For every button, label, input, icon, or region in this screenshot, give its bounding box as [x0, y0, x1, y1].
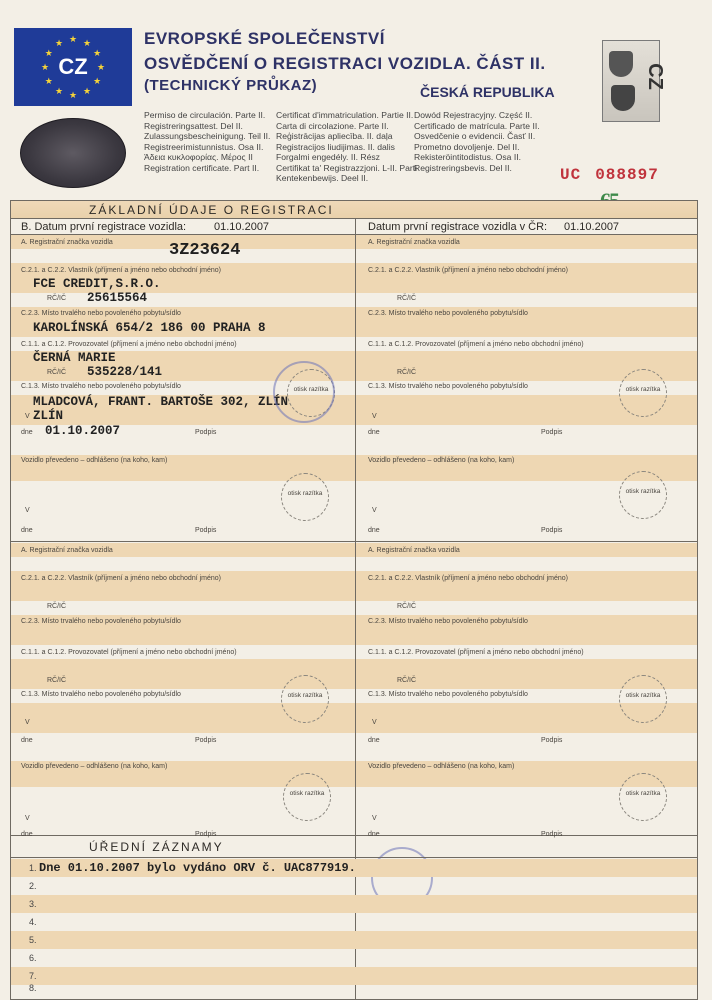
- lang-line: Certificado de matrícula. Parte II.: [414, 120, 540, 131]
- owner-id-label: RČ/IČ: [47, 603, 67, 610]
- tag-country-code: CZ: [643, 63, 666, 90]
- operator-address-value: MLADCOVÁ, FRANT. BARTOŠE 302, ZLÍN: [33, 395, 289, 409]
- operator-address-label: C.1.3. Místo trvalého nebo povoleného pobytu/sídlo: [368, 383, 528, 390]
- lang-line: Kentekenbewijs. Deel II.: [276, 173, 369, 183]
- dne-label: dne: [21, 831, 33, 838]
- owner-label: C.2.1. a C.2.2. Vlastník (příjmení a jméno nebo obchodní jméno): [368, 575, 568, 582]
- hologram-seal: [20, 118, 126, 188]
- podpis-label: Podpis: [541, 527, 563, 534]
- lang-line: Registreringsbevis. Del II.: [414, 162, 512, 173]
- transferred-label: Vozidlo převedeno – odhlášeno (na koho, kam): [368, 457, 515, 464]
- podpis-label: Podpis: [541, 737, 563, 744]
- dne-label: dne: [368, 429, 380, 436]
- star-icon: ★: [44, 48, 53, 58]
- lang-line: Carta di circolazione. Parte II.: [276, 120, 389, 131]
- owner-address-label: C.2.3. Místo trvalého nebo povoleného pobytu/sídlo: [21, 618, 181, 625]
- operator-id-value: 535228/141: [87, 365, 163, 379]
- star-icon: ★: [93, 76, 102, 86]
- transferred-label: Vozidlo převedeno – odhlášeno (na koho, kam): [21, 763, 168, 770]
- note-line: 3.: [11, 895, 697, 913]
- lang-line: Permiso de circulación. Parte II.: [144, 110, 266, 120]
- signature-label: Podpis: [195, 429, 217, 436]
- lang-line: Zulassungsbescheinigung. Teil II.: [144, 131, 271, 141]
- flag-country-code: CZ: [58, 54, 88, 79]
- title-line-2: OSVĚDČENÍ O REGISTRACI VOZIDLA. ČÁST II.: [144, 54, 546, 73]
- lang-line: Registracijos liudijimas. II. dalis: [276, 141, 395, 152]
- plate-label: A. Registrační značka vozidla: [21, 239, 113, 246]
- star-icon: ★: [96, 62, 106, 72]
- owner-address-label: C.2.3. Místo trvalého nebo povoleného pobytu/sídlo: [21, 310, 181, 317]
- date-label: dne: [21, 429, 33, 436]
- podpis-label: Podpis: [195, 737, 217, 744]
- country-name: ČESKÁ REPUBLIKA: [420, 84, 555, 100]
- operator-id-label: RČ/IČ: [397, 677, 417, 684]
- v-label: V: [372, 719, 377, 726]
- note-line: 2.: [29, 881, 37, 891]
- notes-title: ÚŘEDNÍ ZÁZNAMY: [89, 840, 224, 854]
- v-label: V: [372, 413, 377, 420]
- owner-value: FCE CREDIT,S.R.O.: [33, 277, 161, 291]
- stamp-placeholder: otisk razítka: [287, 369, 335, 417]
- v-label: V: [25, 507, 30, 514]
- owner-address-label: C.2.3. Místo trvalého nebo povoleného pobytu/sídlo: [368, 618, 528, 625]
- lang-line: Dowód Rejestracyjny. Część II.: [414, 110, 533, 120]
- star-icon: ★: [93, 48, 102, 58]
- v-label: V: [372, 507, 377, 514]
- lang-line: Forgalmi engedély. II. Rész: [276, 152, 380, 162]
- star-icon: ★: [40, 62, 50, 72]
- lang-line: Osvedčenie o evidencii. Časť II.: [414, 131, 536, 141]
- title-line-1: EVROPSKÉ SPOLEČENSTVÍ: [144, 29, 385, 48]
- dne-label: dne: [21, 737, 33, 744]
- plate-label: A. Registrační značka vozidla: [21, 547, 113, 554]
- note-line: 8.: [29, 983, 37, 993]
- podpis-label: Podpis: [541, 831, 563, 838]
- dne-label: dne: [368, 527, 380, 534]
- dne-label: dne: [21, 527, 33, 534]
- note-line: 5.: [11, 931, 697, 949]
- stamp-placeholder: otisk razítka: [619, 369, 667, 417]
- first-reg-label-left: B. Datum první registrace vozidla:: [21, 221, 187, 233]
- operator-address-label: C.1.3. Místo trvalého nebo povoleného pobytu/sídlo: [21, 691, 181, 698]
- owner-address-value: KAROLÍNSKÁ 654/2 186 00 PRAHA 8: [33, 321, 266, 335]
- registration-form: [10, 200, 698, 1000]
- stamp-placeholder: otisk razítka: [619, 773, 667, 821]
- note-line: 1. Dne 01.10.2007 bylo vydáno ORV č. UAC877919.: [11, 859, 697, 877]
- security-tag: [602, 40, 666, 122]
- operator-id-label: RČ/IČ: [47, 369, 67, 376]
- transferred-label: Vozidlo převedeno – odhlášeno (na koho, kam): [21, 457, 168, 464]
- language-column-1: [144, 110, 270, 173]
- owner-label: C.2.1. a C.2.2. Vlastník (příjmení a jméno nebo obchodní jméno): [21, 575, 221, 582]
- lion-emblem-icon: [609, 51, 633, 77]
- owner-address-label: C.2.3. Místo trvalého nebo povoleného pobytu/sídlo: [368, 310, 528, 317]
- stamp-placeholder: otisk razítka: [281, 473, 329, 521]
- first-reg-value-left: 01.10.2007: [214, 221, 270, 233]
- operator-value: ČERNÁ MARIE: [33, 351, 116, 365]
- operator-label: C.1.1. a C.1.2. Provozovatel (příjmení a jméno nebo obchodní jméno): [21, 649, 237, 656]
- lang-line: Prometno dovoljenje. Del II.: [414, 141, 520, 152]
- operator-address-label: C.1.3. Místo trvalého nebo povoleného pobytu/sídlo: [21, 383, 181, 390]
- star-icon: ★: [68, 34, 78, 44]
- v-label: V: [25, 815, 30, 822]
- stamp-placeholder: otisk razítka: [619, 675, 667, 723]
- operator-id-label: RČ/IČ: [397, 369, 417, 376]
- lang-line: Reģistrācijas apliecība. II. daļa: [276, 131, 393, 141]
- v-label: V: [25, 719, 30, 726]
- language-column-2: [276, 110, 417, 184]
- podpis-label: Podpis: [195, 527, 217, 534]
- note-line: 4.: [29, 917, 37, 927]
- note-line: 6.: [29, 953, 37, 963]
- podpis-label: Podpis: [195, 831, 217, 838]
- owner-label: C.2.1. a C.2.2. Vlastník (příjmení a jméno nebo obchodní jméno): [368, 267, 568, 274]
- plate-label: A. Registrační značka vozidla: [368, 239, 460, 246]
- lang-line: Rekisteröintitodistus. Osa II.: [414, 152, 521, 162]
- transferred-label: Vozidlo převedeno – odhlášeno (na koho, kam): [368, 763, 515, 770]
- owner-id-value: 25615564: [87, 291, 148, 305]
- eu-flag-logo: [14, 28, 132, 106]
- dne-label: dne: [368, 831, 380, 838]
- lang-line: Registreringsattest. Del II.: [144, 120, 243, 131]
- form-title: ZÁKLADNÍ ÚDAJE O REGISTRACI: [11, 201, 697, 219]
- owner-label: C.2.1. a C.2.2. Vlastník (příjmení a jméno nebo obchodní jméno): [21, 267, 221, 274]
- stamp-placeholder: otisk razítka: [619, 471, 667, 519]
- operator-label: C.1.1. a C.1.2. Provozovatel (příjmení a jméno nebo obchodní jméno): [21, 341, 237, 348]
- operator-label: C.1.1. a C.1.2. Provozovatel (příjmení a jméno nebo obchodní jméno): [368, 341, 584, 348]
- official-ink-stamp: [273, 361, 335, 423]
- star-icon: ★: [54, 86, 64, 97]
- place-value: ZLÍN: [33, 409, 64, 423]
- note-line: 7.: [11, 967, 697, 985]
- language-column-3: [414, 110, 540, 173]
- star-icon: ★: [82, 86, 92, 97]
- star-icon: ★: [54, 37, 64, 48]
- stamp-placeholder: otisk razítka: [283, 773, 331, 821]
- lang-line: Registreerimistunnistus. Osa II.: [144, 141, 264, 152]
- serial-number: [560, 166, 659, 184]
- date-value: 01.10.2007: [45, 424, 121, 438]
- star-icon: ★: [44, 76, 53, 86]
- serial-prefix: UC: [560, 166, 582, 184]
- serial-digits: 088897: [595, 166, 659, 184]
- v-label: V: [372, 815, 377, 822]
- owner-id-label: RČ/IČ: [397, 603, 417, 610]
- operator-label: C.1.1. a C.1.2. Provozovatel (příjmení a jméno nebo obchodní jméno): [368, 649, 584, 656]
- operator-address-label: C.1.3. Místo trvalého nebo povoleného pobytu/sídlo: [368, 691, 528, 698]
- owner-id-label: RČ/IČ: [397, 295, 417, 302]
- star-icon: ★: [68, 90, 78, 100]
- owner-id-label: RČ/IČ: [47, 295, 67, 302]
- first-reg-label-right: Datum první registrace vozidla v ČR:: [368, 221, 548, 233]
- operator-id-label: RČ/IČ: [47, 677, 67, 684]
- lang-line: Registration certificate. Part II.: [144, 162, 260, 173]
- podpis-label: Podpis: [541, 429, 563, 436]
- lang-line: Certificat d'immatriculation. Partie II.: [276, 110, 414, 120]
- note-text: Dne 01.10.2007 bylo vydáno ORV č. UAC877919.: [39, 861, 356, 875]
- lang-line: Certifikat ta' Registrazzjoni. L-II. Parti: [276, 162, 418, 173]
- lion-emblem-icon: [611, 85, 635, 111]
- first-reg-value-right: 01.10.2007: [564, 221, 620, 233]
- lang-line: Άδεια κυκλοφορίας. Μέρος ΙΙ: [144, 152, 253, 162]
- dne-label: dne: [368, 737, 380, 744]
- plate-label: A. Registrační značka vozidla: [368, 547, 460, 554]
- plate-value: 3Z23624: [169, 241, 241, 260]
- place-label: V: [25, 413, 30, 420]
- first-registration-row: [11, 219, 697, 235]
- star-icon: ★: [82, 37, 92, 48]
- title-line-3: (TECHNICKÝ PRŮKAZ): [144, 77, 318, 94]
- stamp-placeholder: otisk razítka: [281, 675, 329, 723]
